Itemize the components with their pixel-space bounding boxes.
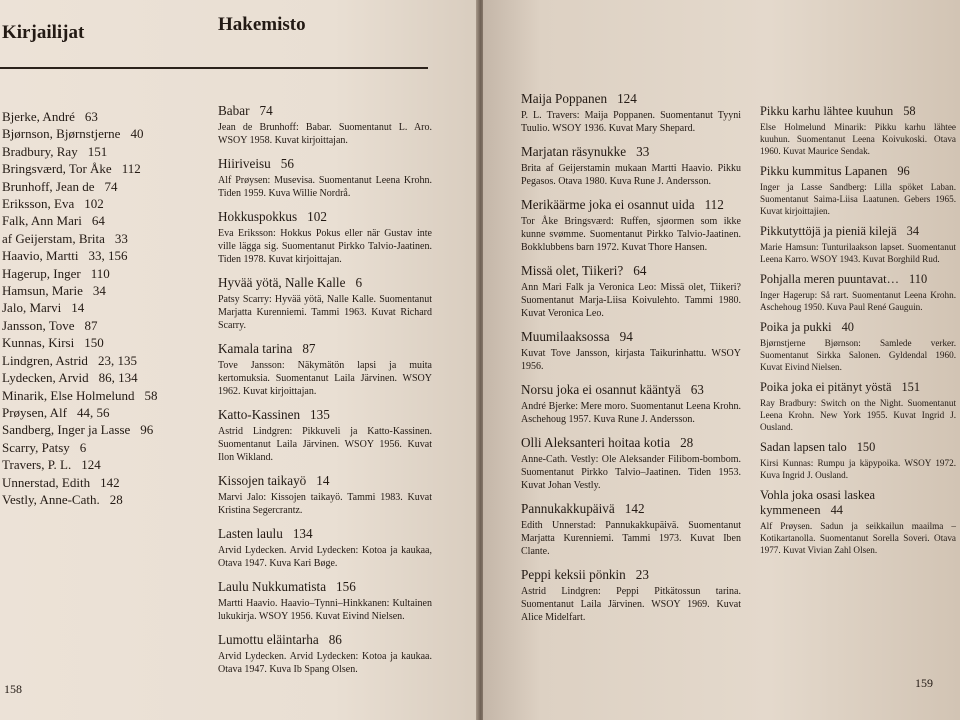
index-entry <box>218 472 432 517</box>
author-entry <box>2 474 212 491</box>
index-entry <box>760 104 956 157</box>
entry-page: 23 <box>635 567 649 582</box>
author-pages: 110 <box>90 265 110 281</box>
entry-title-line <box>521 196 741 213</box>
entry-description: Anne-Cath. Vestly: Ole Aleksander Filibom-bombom. Suomentanut Pirkko Talvio–Jaatinen. Tiden 1953. Kuvat Johan Vestly. <box>521 454 741 491</box>
entry-title: Muumilaaksossa <box>521 329 610 344</box>
author-entry <box>2 421 212 438</box>
entry-page: 58 <box>903 104 916 118</box>
entry-title-line <box>521 381 741 398</box>
entry-description: Marvi Jalo: Kissojen taikayö. Tammi 1983. Kuvat Kristina Segercrantz. <box>218 492 432 516</box>
index-entry <box>218 406 432 464</box>
author-entry <box>2 352 212 369</box>
entry-description: Alf Prøysen. Sadun ja seikkailun maailma – Kotikartanolla. Suomentanut Sorella Soveri. Otava 1977. Kuvat Vivian Zahl Olsen. <box>760 521 956 555</box>
author-entry <box>2 143 212 160</box>
entry-title-line <box>521 143 741 160</box>
entry-page: 112 <box>704 197 724 212</box>
entry-page: 64 <box>633 263 647 278</box>
index-entry <box>218 155 432 200</box>
entry-description: André Bjerke: Mere moro. Suomentanut Leena Krohn. Aschehoug 1957. Kuva Rune J. Andersson. <box>521 401 741 425</box>
author-name: Bradbury, Ray <box>2 143 78 159</box>
entry-page: 14 <box>316 473 330 488</box>
authors-heading: Kirjailijat <box>2 22 85 43</box>
entry-title-line <box>218 102 432 119</box>
author-name: Minarik, Else Holmelund <box>2 387 135 403</box>
author-name: Jansson, Tove <box>2 317 75 333</box>
author-entry <box>2 230 212 247</box>
entry-title: Olli Aleksanteri hoitaa kotia <box>521 435 671 450</box>
author-pages: 74 <box>104 178 118 194</box>
author-name: Brunhoff, Jean de <box>2 178 95 194</box>
author-entry <box>2 334 212 351</box>
entry-description: Else Holmelund Minarik: Pikku karhu lähtee kuuhun. Suomentanut Leena Koivukoski. Otava 1960. Kuvat Maurice Sendak. <box>760 122 956 156</box>
author-pages: 58 <box>144 387 158 403</box>
index-entry <box>218 525 432 570</box>
entry-page: 124 <box>617 91 637 106</box>
entry-title-line <box>521 566 741 583</box>
author-entry <box>2 456 212 473</box>
entry-title: Pohjalla meren puuntavat… <box>760 272 900 286</box>
entry-title: Kissojen taikayö <box>218 473 307 488</box>
entry-title: Poika ja pukki <box>760 320 832 334</box>
entry-page: 87 <box>302 341 316 356</box>
entry-title: Kamala tarina <box>218 341 293 356</box>
entry-title: Lumottu eläintarha <box>218 632 319 647</box>
author-name: af Geijerstam, Brita <box>2 230 105 246</box>
index-entry <box>760 320 956 373</box>
author-name: Vestly, Anne-Cath. <box>2 491 100 507</box>
author-entry <box>2 247 212 264</box>
entry-page: 28 <box>680 435 694 450</box>
entry-title-line <box>521 262 741 279</box>
index-entry <box>521 500 741 558</box>
entry-page: 56 <box>280 156 294 171</box>
author-pages: 14 <box>71 300 85 316</box>
entry-title: Hiiriveisu <box>218 156 271 171</box>
entry-title: Katto-Kassinen <box>218 407 301 422</box>
entry-description: Edith Unnerstad: Pannukakkupäivä. Suomentanut Marjatta Kurenniemi. Tammi 1973. Kuvat Iben Clante. <box>521 520 741 557</box>
entry-title-line <box>218 155 432 172</box>
author-entry <box>2 108 212 125</box>
entry-page: 33 <box>636 144 650 159</box>
entry-title: Babar <box>218 103 250 118</box>
index-entry <box>760 164 956 217</box>
entry-title: Pikku kummitus Lapanen <box>760 164 888 178</box>
author-pages: 28 <box>109 491 123 507</box>
entry-page: 96 <box>897 164 910 178</box>
author-entry <box>2 491 212 508</box>
entry-description: Eva Eriksson: Hokkus Pokus eller när Gustav inte ville lägga sig. Suomentanut Pirkko Talvio-Jaatinen. Tiden 1978. Kuvat kirjoittajan. <box>218 228 432 265</box>
entry-description: Inger ja Lasse Sandberg: Lilla spöket Laban. Suomentanut Saima-Liisa Laatunen. Gebers 1965. Kuvat kirjoittajien. <box>760 182 956 216</box>
entry-page: 44 <box>830 503 843 517</box>
author-entry <box>2 299 212 316</box>
author-entry <box>2 195 212 212</box>
author-entry <box>2 160 212 177</box>
index-entry <box>521 262 741 320</box>
author-entry <box>2 212 212 229</box>
entry-title-line <box>760 164 956 179</box>
entry-title-line <box>760 320 956 335</box>
entry-title: Vohla joka osasi laskea kymmeneen <box>760 488 876 517</box>
author-pages: 112 <box>121 161 141 177</box>
entry-title-line <box>521 434 741 451</box>
entry-title-line <box>521 90 741 107</box>
entry-title-line <box>218 208 432 225</box>
page-number-left: 158 <box>4 682 22 696</box>
author-name: Falk, Ann Mari <box>2 213 82 229</box>
author-name: Lindgren, Astrid <box>2 352 88 368</box>
entry-description: Kirsi Kunnas: Rumpu ja käpypoika. WSOY 1972. Kuva Ingrid J. Ousland. <box>760 458 956 480</box>
author-name: Bjerke, André <box>2 109 75 124</box>
index-entry <box>521 90 741 135</box>
author-entry <box>2 404 212 421</box>
entry-title: Maija Poppanen <box>521 91 608 106</box>
author-name: Hagerup, Inger <box>2 265 81 281</box>
entry-description: Astrid Lindgren: Pikkuveli ja Katto-Kassinen. Suomentanut Laila Järvinen. WSOY 1956. Kuvat Ilon Wikland. <box>218 426 432 463</box>
entry-description: Inger Hagerup: Så rart. Suomentanut Leena Krohn. Aschehoug 1950. Kuva Paul René Gauguin. <box>760 290 956 312</box>
entry-page: 94 <box>619 329 633 344</box>
author-entry <box>2 265 212 282</box>
author-name: Bjørnson, Bjørnstjerne <box>2 126 121 142</box>
author-name: Jalo, Marvi <box>2 300 62 316</box>
page-number-right: 159 <box>915 676 933 690</box>
author-pages: 40 <box>130 126 144 142</box>
entry-page: 40 <box>841 320 854 334</box>
entry-description: Brita af Geijerstamin mukaan Martti Haavio. Pikku Pegasos. Otava 1980. Kuva Rune J. Andersson. <box>521 163 741 187</box>
entry-title: Pikku karhu lähtee kuuhun <box>760 104 894 118</box>
author-name: Kunnas, Kirsi <box>2 335 75 351</box>
entry-description: Jean de Brunhoff: Babar. Suomentanut L. Aro. WSOY 1958. Kuvat kirjoittajan. <box>218 122 432 146</box>
entry-description: Arvid Lydecken. Arvid Lydecken: Kotoa ja kaukaa, Otava 1947. Kuva Kari Bøge. <box>218 545 432 569</box>
entry-title-line <box>760 272 956 287</box>
author-entry <box>2 178 212 195</box>
author-entry <box>2 439 212 456</box>
index-entry <box>760 224 956 265</box>
entry-description: Alf Prøysen: Musevisa. Suomentanut Leena Krohn. Tiden 1959. Kuva Willie Nordrå. <box>218 175 432 199</box>
author-entry <box>2 317 212 334</box>
author-name: Hamsun, Marie <box>2 283 83 299</box>
author-entry <box>2 282 212 299</box>
index-entry <box>521 566 741 624</box>
entry-description: Marie Hamsun: Tunturilaakson lapset. Suomentanut Leena Karro. WSOY 1943. Kuvat Borghild Rud. <box>760 242 956 264</box>
author-name: Haavio, Martti <box>2 248 79 264</box>
entry-title: Pikkutyttöjä ja pieniä kilejä <box>760 224 897 238</box>
entry-description: Ann Mari Falk ja Veronica Leo: Missä olet, Tiikeri? Suomentanut Marja-Liisa Koivulehto. Tammi 1980. Kuvat Veronica Leo. <box>521 282 741 319</box>
entry-title-line <box>760 104 956 119</box>
author-pages: 6 <box>79 439 87 455</box>
index-heading: Hakemisto <box>218 14 306 35</box>
entry-title: Pannukakkupäivä <box>521 501 615 516</box>
author-name: Unnerstad, Edith <box>2 474 91 490</box>
entry-title: Missä olet, Tiikeri? <box>521 263 624 278</box>
entry-page: 142 <box>624 501 645 516</box>
entry-page: 150 <box>856 440 876 454</box>
index-entry <box>521 196 741 254</box>
index-entry <box>521 381 741 426</box>
entry-description: Ray Bradbury: Switch on the Night. Suomentanut Leena Krohn. New York 1955. Kuvat Ingrid J. Ousland. <box>760 398 956 432</box>
entry-title-line <box>218 274 432 291</box>
index-entry <box>218 340 432 398</box>
entry-page: 34 <box>906 224 920 238</box>
entry-title-line <box>521 328 741 345</box>
entry-title-line <box>760 488 956 518</box>
author-pages: 142 <box>100 474 120 490</box>
author-pages: 34 <box>92 283 106 299</box>
entry-page: 74 <box>259 103 273 118</box>
author-pages: 33 <box>114 230 128 246</box>
author-entry <box>2 125 212 142</box>
entry-page: 63 <box>690 382 704 397</box>
left-page <box>0 0 478 720</box>
entry-page: 135 <box>310 407 330 422</box>
entry-title-line <box>521 500 741 517</box>
author-pages: 86, 134 <box>98 370 138 386</box>
author-pages: 87 <box>84 317 98 333</box>
author-pages: 23, 135 <box>97 352 137 368</box>
authors-list <box>2 108 212 508</box>
entry-title: Marjatan räsynukke <box>521 144 627 159</box>
author-name: Scarry, Patsy <box>2 439 70 455</box>
author-name: Eriksson, Eva <box>2 196 75 212</box>
entry-title-line <box>218 631 432 648</box>
author-name: Travers, P. L. <box>2 457 72 473</box>
index-entry <box>218 631 432 676</box>
author-pages: 124 <box>81 457 101 473</box>
author-pages: 150 <box>84 335 104 351</box>
right-page <box>483 0 960 720</box>
index-entry <box>218 578 432 623</box>
index-column-right-b <box>760 104 956 563</box>
author-name: Prøysen, Alf <box>2 404 67 420</box>
index-entry <box>521 143 741 188</box>
entry-description: Arvid Lydecken. Arvid Lydecken: Kotoa ja kaukaa. Otava 1947. Kuva Ib Spang Olsen. <box>218 651 432 675</box>
author-entry <box>2 387 212 404</box>
entry-description: Kuvat Tove Jansson, kirjasta Taikurinhattu. WSOY 1956. <box>521 348 741 372</box>
index-entry <box>218 208 432 266</box>
entry-title-line <box>760 440 956 455</box>
entry-title: Norsu joka ei osannut kääntyä <box>521 382 681 397</box>
entry-title-line <box>218 340 432 357</box>
index-entry <box>218 102 432 147</box>
author-pages: 44, 56 <box>77 404 110 420</box>
index-entry <box>760 380 956 433</box>
entry-title-line <box>218 525 432 542</box>
entry-title: Laulu Nukkumatista <box>218 579 327 594</box>
entry-title-line <box>760 380 956 395</box>
entry-description: Patsy Scarry: Hyvää yötä, Nalle Kalle. Suomentanut Marjatta Kurenniemi. Tammi 1963. Kuvat Richard Scarry. <box>218 294 432 331</box>
index-entry <box>521 328 741 373</box>
entry-page: 134 <box>292 526 313 541</box>
entry-description: Tove Jansson: Näkymätön lapsi ja muita kertomuksia. Suomentanut Laila Järvinen. WSOY 1962. Kuvat kirjoittajan. <box>218 360 432 397</box>
entry-title-line <box>218 472 432 489</box>
entry-description: Tor Åke Bringsværd: Ruffen, sjøormen som ikke kunne svømme. Suomentanut Pirkko Talvio-Jaatinen. Bokklubbens barn 1972. Kuvat Thore Hansen. <box>521 216 741 253</box>
author-name: Lydecken, Arvid <box>2 370 89 386</box>
entry-title: Merikäärme joka ei osannut uida <box>521 197 695 212</box>
author-pages: 33, 156 <box>88 248 128 264</box>
entry-description: Bjørnstjerne Bjørnson: Samlede verker. Suomentanut Sirkka Salonen. Gyldendal 1960. Kuvat Eivind Nielsen. <box>760 338 956 372</box>
author-pages: 96 <box>140 422 154 438</box>
index-entry <box>760 488 956 556</box>
entry-page: 110 <box>909 272 928 286</box>
entry-title: Peppi keksii pönkin <box>521 567 626 582</box>
entry-title-line <box>218 578 432 595</box>
entry-page: 102 <box>307 209 327 224</box>
index-entry <box>521 434 741 492</box>
index-entry <box>760 272 956 313</box>
entry-title: Lasten laulu <box>218 526 283 541</box>
author-name: Sandberg, Inger ja Lasse <box>2 422 131 438</box>
entry-title: Hyvää yötä, Nalle Kalle <box>218 275 346 290</box>
entry-description: P. L. Travers: Maija Poppanen. Suomentanut Tyyni Tuulio. WSOY 1936. Kuvat Mary Shepard. <box>521 110 741 134</box>
entry-page: 151 <box>901 380 921 394</box>
author-pages: 151 <box>87 143 108 159</box>
entry-description: Martti Haavio. Haavio–Tynni–Hinkkanen: Kultainen lukukirja. WSOY 1956. Kuvat Eivind Nielsen. <box>218 598 432 622</box>
index-column-left <box>218 102 432 684</box>
entry-page: 156 <box>336 579 356 594</box>
author-pages: 63 <box>84 109 98 124</box>
author-entry <box>2 369 212 386</box>
entry-title: Hokkuspokkus <box>218 209 298 224</box>
index-column-right-a <box>521 90 741 632</box>
entry-title: Poika joka ei pitänyt yöstä <box>760 380 892 394</box>
entry-title-line <box>760 224 956 239</box>
author-pages: 64 <box>91 213 105 229</box>
entry-description: Astrid Lindgren: Peppi Pitkätossun tarina. Suomentanut Laila Järvinen. WSOY 1969. Kuvat Alice Midelfart. <box>521 586 741 623</box>
author-name: Bringsværd, Tor Åke <box>2 161 112 177</box>
header-rule <box>0 67 428 69</box>
index-entry <box>218 274 432 332</box>
entry-page: 6 <box>355 275 363 290</box>
entry-title: Sadan lapsen talo <box>760 440 847 454</box>
entry-page: 86 <box>328 632 342 647</box>
entry-title-line <box>218 406 432 423</box>
index-entry <box>760 440 956 481</box>
author-pages: 102 <box>84 196 104 212</box>
